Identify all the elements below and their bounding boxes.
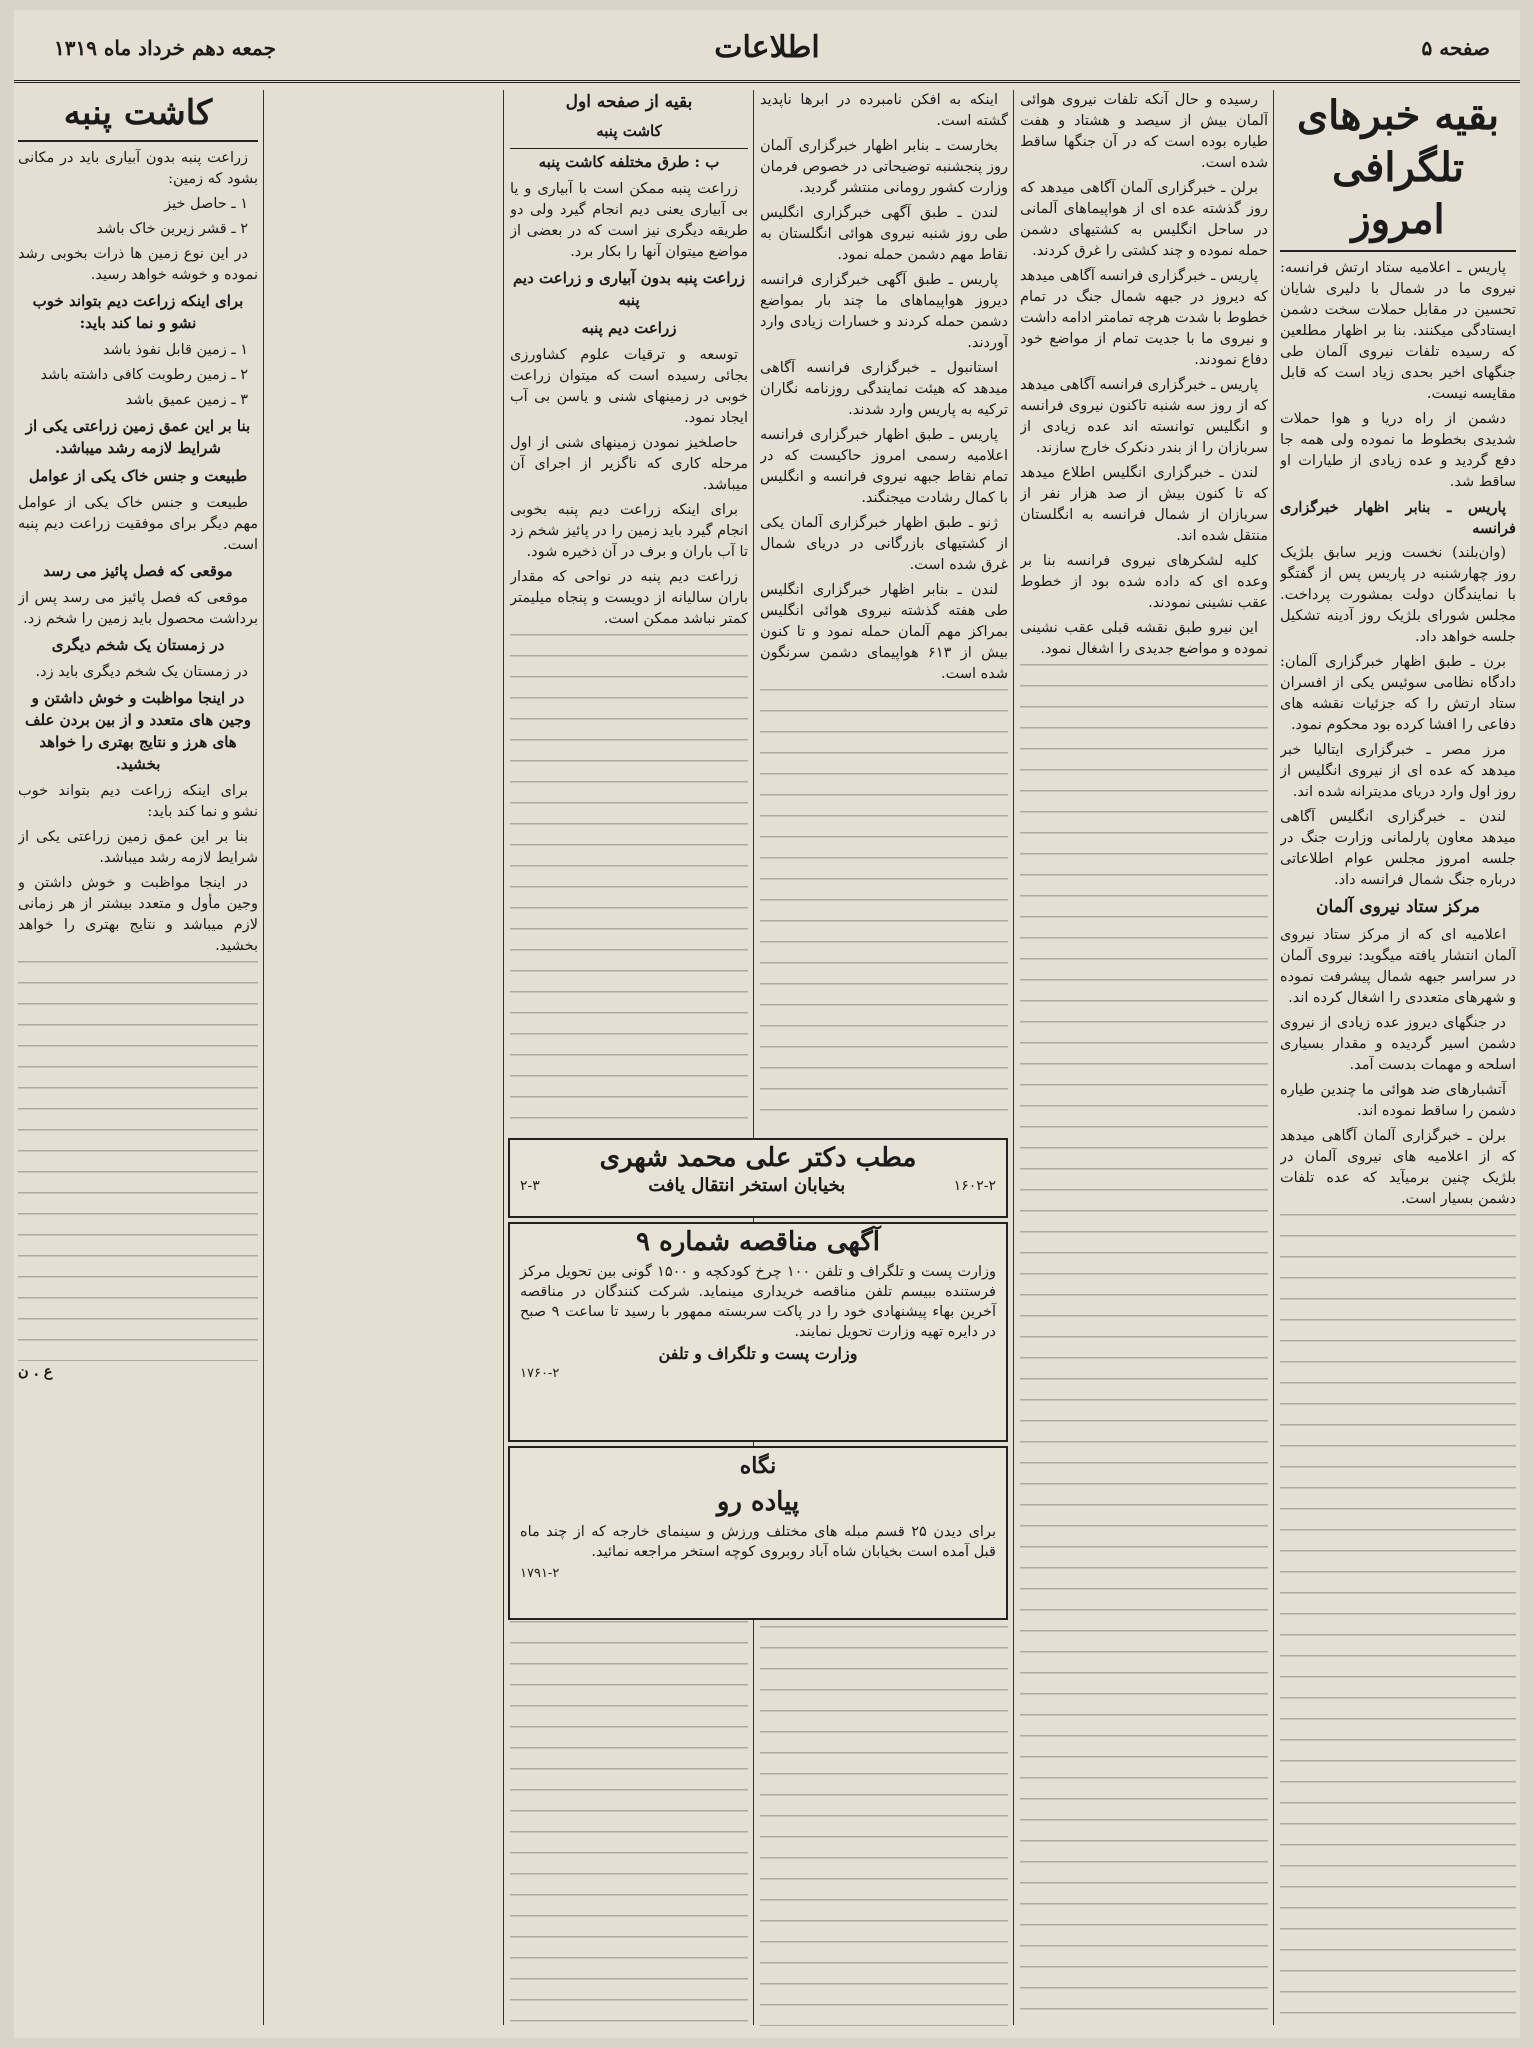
article-paragraph: ژنو ـ طبق اظهار خبرگزاری آلمان یکی از کشتیهای بازرگانی در دریای شمال غرق شده است. bbox=[760, 515, 1008, 573]
clinic-ad bbox=[508, 1138, 1008, 1218]
article-paragraph: ۳ ـ زمین عمیق باشد bbox=[125, 392, 248, 408]
article-paragraph: در اینجا مواظبت و خوش داشتن و وجین مأول و متعدد بیشتر از هر زمانی لازم میباشد و نتایج بهتری را خواهد بخشید. bbox=[18, 875, 258, 954]
column-rule bbox=[263, 90, 264, 2025]
article-paragraph: بخارست ـ بنابر اظهار خبرگزاری آلمان روز پنجشنبه توضیحاتی در خصوص فرمان وزارت کشور رومانی منتشر گردید. bbox=[760, 138, 1008, 196]
article-paragraph: برن ـ طبق اظهار خبرگزاری آلمان: دادگاه نظامی سوئیس یکی از افسران ستاد ارتش را که جزئیات نقشه های دفاعی را افشا کرده بود محکوم نمود. bbox=[1280, 654, 1516, 733]
column-rule bbox=[753, 90, 754, 2025]
article-paragraph: بنا بر این عمق زمین زراعتی یکی از شرایط لازمه رشد میباشد. bbox=[18, 829, 258, 866]
article-paragraph: لندن ـ بنابر اظهار خبرگزاری انگلیس طی هفته گذشته نیروی هوائی انگلیس بمراکز مهم آلمان حمله نمود و تا کنون بیش از ۶۱۳ هواپیمای دشمن سرنگون شده است. bbox=[760, 582, 1008, 682]
column-1 bbox=[1280, 90, 1516, 2025]
article-paragraph: دشمن از راه دریا و هوا حملات شدیدی بخطوط ما نموده ولی همه جا دفع گردید و عده زیادی از طیارات او ساقط شد. bbox=[1280, 411, 1516, 490]
article-paragraph: مرز مصر ـ خبرگزاری ایتالیا خبر میدهد که عده ای از نیروی انگلیس از روز اول وارد دریای مدیترانه شده اند. bbox=[1280, 742, 1516, 800]
column-3-lower bbox=[760, 1626, 1008, 2026]
sub-heading: در زمستان یک شخم دیگری bbox=[51, 636, 225, 654]
sub-heading: موقعی که فصل پائیز می رسد bbox=[43, 562, 233, 580]
article-paragraph: رسیده و حال آنکه تلفات نیروی هوائی آلمان بیش از سیصد و هشتاد و هفت طیاره بوده است که در آن جنگها ساقط شده است. bbox=[1020, 92, 1268, 171]
article-paragraph: در این نوع زمین ها ذرات بخوبی رشد نموده و خوشه خواهد رسید. bbox=[18, 246, 258, 283]
sub-heading: بنا بر این عمق زمین زراعتی یکی از شرایط لازمه رشد میباشد. bbox=[25, 417, 251, 457]
column-4 bbox=[510, 90, 748, 2025]
section-heading: ب : طرق مختلفه کاشت پنبه bbox=[538, 153, 720, 171]
tender-ad-body: وزارت پست و تلگراف و تلفن ۱۰۰ چرخ کودکچه و ۱۵۰۰ گونی بین تحویل مرکز فرستنده ببیسم تلفن مناقصه خریداری مینماید. شرکت کنندگان در مناقصه آخرین بهاء پیشنهادی خود را در پاکت سربسته ممهور با رسید تا ساعت ۹ صبح در دایره تهیه وزارت تحویل نمایند. bbox=[520, 1264, 996, 1340]
article-paragraph: اعلامیه ای که از مرکز ستاد نیروی آلمان انتشار یافته میگوید: نیروی آلمان در سراسر جبهه شمال پیشرفت نموده و شهرهای متعددی را اشغال کرده اند. bbox=[1280, 927, 1516, 1006]
sub-heading: برای اینکه زراعت دیم بتواند خوب نشو و نما کند باید: bbox=[32, 292, 244, 332]
newspaper-page bbox=[14, 10, 1520, 2038]
article-paragraph: لندن ـ طبق آگهی خبرگزاری انگلیس طی روز شنبه نیروی هوائی انگلستان به نقاط مهم دشمن حمله نمود. bbox=[760, 205, 1008, 263]
article-paragraph: ۲ ـ زمین رطوبت کافی داشته باشد bbox=[40, 367, 248, 383]
article-paragraph: برای اینکه زراعت دیم بتواند خوب نشو و نما کند باید: bbox=[18, 783, 258, 820]
page-label: صفحه ۵ bbox=[1421, 36, 1490, 60]
article-paragraph: لندن ـ خبرگزاری انگلیس آگاهی میدهد معاون پارلمانی وزارت جنگ در جلسه امروز مجلس عوام اطلاعاتی درباره جنگ شمال فرانسه داد. bbox=[1280, 809, 1516, 888]
article-paragraph: حاصلخیز نمودن زمینهای شنی از اول مرحله کاری که ناگزیر از اجرای آن میباشد. bbox=[510, 435, 748, 493]
article-paragraph: ۲ ـ قشر زیرین خاک باشد bbox=[96, 221, 248, 237]
text-filler bbox=[760, 689, 1008, 1130]
article-paragraph: برلن ـ خبرگزاری آلمان آگاهی میدهد که روز گذشته عده ای از هواپیماهای آلمانی در ساحل انگلیس به کشتیهای دشمن حمله نموده و چند کشتی را غرق کردند. bbox=[1020, 180, 1268, 259]
section-heading: زراعت پنبه بدون آبیاری و زراعت دیم پنبه bbox=[512, 269, 746, 309]
negah-ad bbox=[508, 1446, 1008, 1620]
article-paragraph: برلن ـ خبرگزاری آلمان آگاهی میدهد که از اعلامیه های نیروی آلمان در بلژیک چنین برمیآید که عده تلفات دشمن بسیار است. bbox=[1280, 1128, 1516, 1207]
article-paragraph: پاریس ـ خبرگزاری فرانسه آگاهی میدهد که دیروز در جبهه شمال جنگ در تمام خطوط با شدت هرچه تمامتر ادامه داشت و نیروی ما با جدیت تمام از مواضع خود دفاع نمودند. bbox=[1020, 268, 1268, 368]
article-paragraph: ۱ ـ زمین قابل نفوذ باشد bbox=[102, 342, 248, 358]
article-paragraph: زراعت پنبه ممکن است با آبیاری و یا بی آبیاری یعنی دیم انجام گیرد ولی دو طریقه دیگری نیز است که در بعضی از مواضع میتوان آنها را بکار برد. bbox=[510, 181, 748, 260]
negah-ad-code: ۱۷۹۱-۲ bbox=[520, 1566, 560, 1581]
author-initials: ع . ن bbox=[18, 1363, 53, 1380]
article-paragraph: کلیه لشکرهای نیروی فرانسه بنا بر وعده ای که داده شده بود از خطوط عقب نشینی نمودند. bbox=[1020, 553, 1268, 611]
headline-telegraph: بقیه خبرهای تلگرافی امروز bbox=[1280, 90, 1516, 252]
column-rule bbox=[503, 90, 504, 2025]
article-paragraph: پاریس ـ طبق آگهی خبرگزاری فرانسه دیروز هواپیماهای ما چند بار بمواضع دشمن حمله کردند و خسارات زیادی وارد آوردند. bbox=[760, 272, 1008, 351]
negah-ad-subtitle: پیاده رو bbox=[716, 1487, 800, 1517]
article-paragraph: در جنگهای دیروز عده زیادی از نیروی دشمن اسیر گردیده و مقدار بسیاری اسلحه و مهمات بدست آمد. bbox=[1280, 1015, 1516, 1073]
text-filler bbox=[18, 961, 258, 1361]
continued-heading-title: کاشت پنبه bbox=[596, 122, 662, 140]
article-paragraph: پاریس ـ خبرگزاری فرانسه آگاهی میدهد که از روز سه شنبه تاکنون نیروی فرانسه و انگلیس توانسته اند عده زیادی از سربازان را از بندر دنکرک خارج سازند. bbox=[1020, 377, 1268, 456]
section-heading: مرکز ستاد نیروی آلمان bbox=[1316, 897, 1480, 917]
negah-ad-title: نگاه bbox=[739, 1453, 777, 1479]
article-paragraph: پاریس ـ اعلامیه ستاد ارتش فرانسه: نیروی ما در شمال با دلیری شایان تحسین در مقابل حملات سخت دشمن ایستادگی میکنند. بنا بر اظهار مطلعین که رسیده تلفات نیروی آلمان طی جنگهای اخیر بحدی زیاد است که قابل مقایسه نیست. bbox=[1280, 260, 1516, 402]
column-2 bbox=[1020, 90, 1268, 2025]
article-paragraph: اینکه به افکن نامبرده در ابرها ناپدید گشته است. bbox=[760, 92, 1008, 129]
date-line: جمعه دهم خرداد ماه ۱۳۱۹ bbox=[54, 36, 276, 60]
article-paragraph: برای اینکه زراعت دیم پنبه بخوبی انجام گیرد باید زمین را در پائیز شخم زد تا آب باران و برف در آن ذخیره شود. bbox=[510, 502, 748, 560]
article-paragraph: (وان‌بلند) نخست وزیر سابق بلژیک روز چهارشنبه در پاریس پس از گفتگو با نمایندگان دولت بمشورت پرداخت. مجلس شورای بلژیک روز آدینه تشکیل جلسه خواهد داد. bbox=[1280, 545, 1516, 645]
clinic-ad-code: ۱۶۰۲-۲ bbox=[953, 1178, 996, 1194]
column-3 bbox=[760, 90, 1008, 1130]
continued-heading: بقیه از صفحه اول bbox=[565, 92, 693, 112]
tender-ad-title: آگهی مناقصه شماره ۹ bbox=[636, 1227, 880, 1257]
clinic-ad-title: مطب دکتر علی محمد شهری bbox=[599, 1143, 917, 1173]
column-rule bbox=[1013, 90, 1014, 2025]
article-paragraph: پاریس ـ طبق اظهار خبرگزاری فرانسه اعلامیه رسمی امروز حاکیست که در تمام نقاط جبهه نیروی فرانسه و انگلیس با کمال رشادت میجنگند. bbox=[760, 427, 1008, 506]
tender-ad bbox=[508, 1222, 1008, 1442]
paper-name: اطلاعات bbox=[714, 30, 820, 65]
article-paragraph: لندن ـ خبرگزاری انگلیس اطلاع میدهد که تا کنون بیش از صد هزار نفر از سربازان از شمال فرانسه به انگلستان منتقل شده اند. bbox=[1020, 465, 1268, 544]
text-filler bbox=[1020, 664, 1268, 2025]
tender-ad-code: ۱۷۶۰-۲ bbox=[520, 1366, 560, 1381]
clinic-ad-line: بخیابان استخر انتقال یافت bbox=[648, 1175, 846, 1196]
tender-ad-footer: وزارت پست و تلگراف و تلفن bbox=[658, 1344, 858, 1363]
article-paragraph: زراعت دیم پنبه در نواحی که مقدار باران سالیانه از دویست و پنجاه میلیمتر کمتر نباشد ممکن است. bbox=[510, 569, 748, 627]
headline-cotton: کاشت پنبه bbox=[18, 90, 258, 142]
article-paragraph: آتشبارهای ضد هوائی ما چندین طیاره دشمن را ساقط نموده اند. bbox=[1280, 1082, 1516, 1119]
divider bbox=[510, 148, 748, 149]
article-paragraph: استانبول ـ خبرگزاری فرانسه آگاهی میدهد که هیئت نمایندگی روزنامه نگاران ترکیه به پاریس وارد شدند. bbox=[760, 360, 1008, 418]
text-filler bbox=[760, 1626, 1008, 2026]
masthead bbox=[14, 28, 1520, 83]
article-paragraph: این نیرو طبق نقشه قبلی عقب نشینی نموده و مواضع جدیدی را اشغال نمود. bbox=[1020, 620, 1268, 657]
sub-heading: در اینجا مواظبت و خوش داشتن و وجین های متعدد و از بین بردن علف های هرز و نتایج بهتری را خواهد بخشید. bbox=[25, 689, 251, 773]
column-rule bbox=[1273, 90, 1274, 2025]
clinic-ad-code: ۲-۳ bbox=[520, 1178, 540, 1194]
column-5 bbox=[18, 90, 258, 2025]
article-paragraph: طبیعت و جنس خاک یکی از عوامل مهم دیگر برای موفقیت زراعت دیم پنبه است. bbox=[18, 495, 258, 553]
negah-ad-body: برای دیدن ۲۵ قسم مبله های مختلف ورزش و سینمای خارجه که از چند ماه قبل آمده است بخیابان شاه آباد روبروی کوچه استخر مراجعه نمائید. bbox=[520, 1524, 996, 1560]
article-paragraph: در زمستان یک شخم دیگری باید زد. bbox=[35, 664, 248, 680]
article-paragraph: زراعت پنبه بدون آبیاری باید در مکانی بشود که زمین: bbox=[18, 150, 258, 187]
sub-heading: طبیعت و جنس خاک یکی از عوامل bbox=[28, 467, 248, 485]
clinic-ad-row bbox=[510, 1176, 1006, 1196]
text-filler bbox=[1280, 1214, 1516, 2025]
article-paragraph: ۱ ـ حاصل خیز bbox=[164, 196, 248, 212]
article-paragraph: موقعی که فصل پائیز می رسد پس از برداشت محصول باید زمین را شخم زد. bbox=[18, 590, 258, 627]
article-paragraph: پاریس ـ بنابر اظهار خبرگزاری فرانسه bbox=[1280, 499, 1516, 537]
sub-heading: زراعت دیم پنبه bbox=[581, 319, 677, 337]
article-paragraph: توسعه و ترقیات علوم کشاورزی بجائی رسیده است که میتوان زراعت خوبی در زمینهای شنی و یاسن بی آب ایجاد نمود. bbox=[510, 347, 748, 426]
